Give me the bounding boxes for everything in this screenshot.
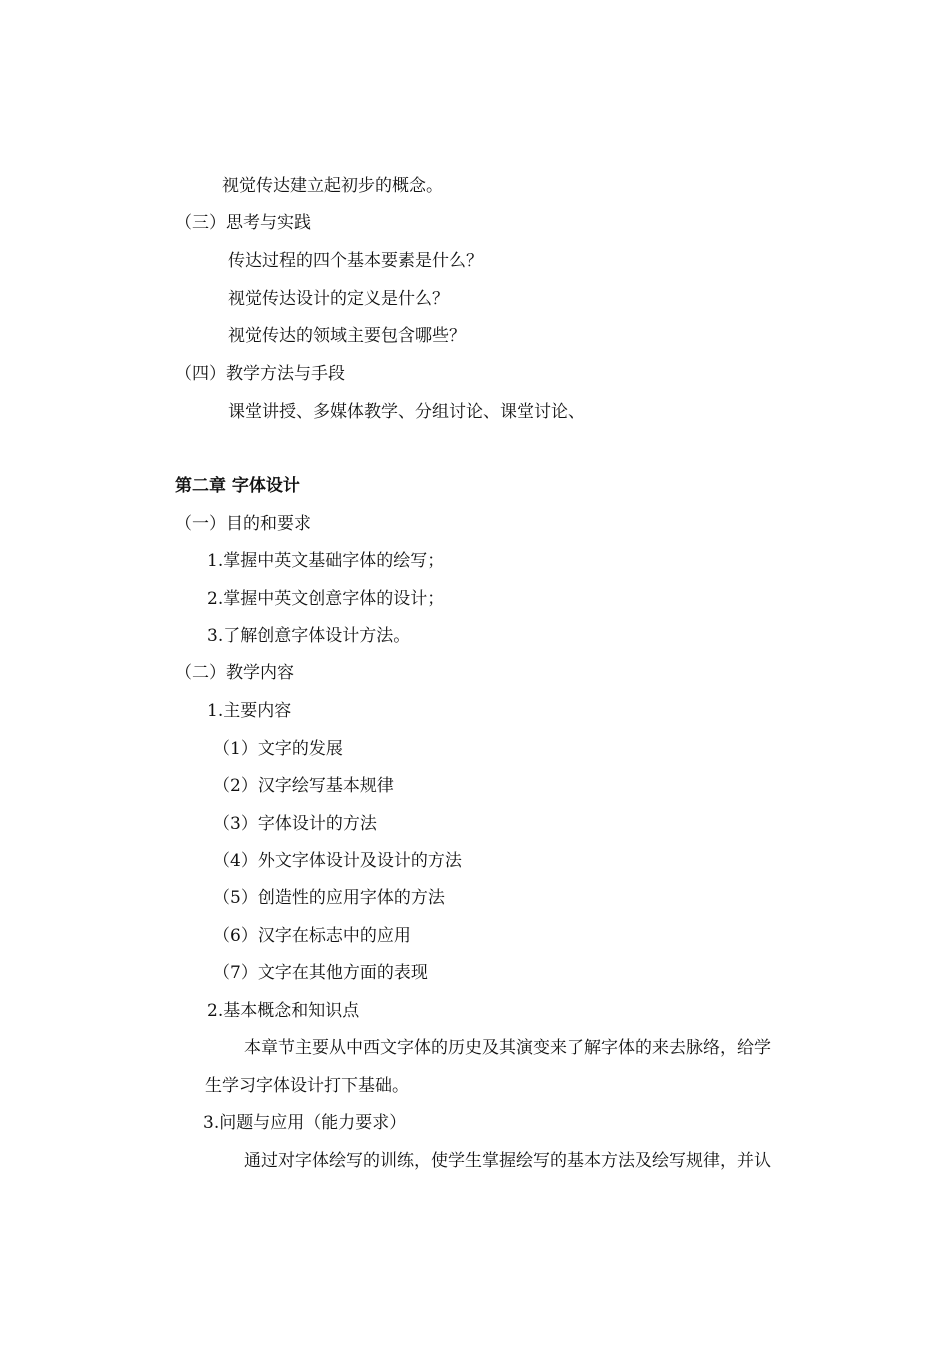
question-item: 视觉传达设计的定义是什么？: [228, 289, 449, 309]
content-item: （1）文字的发展: [213, 739, 343, 759]
concepts-paragraph-line: 生学习字体设计打下基础。: [205, 1076, 409, 1096]
content-item: （5）创造性的应用字体的方法: [213, 888, 445, 908]
question-item: 传达过程的四个基本要素是什么？: [228, 251, 483, 271]
carryover-paragraph: 视觉传达建立起初步的概念。: [222, 176, 443, 196]
question-item: 视觉传达的领域主要包含哪些？: [228, 326, 466, 346]
content-item: （3）字体设计的方法: [213, 814, 377, 834]
concepts-paragraph-line: 本章节主要从中西文字体的历史及其演变来了解字体的来去脉络，给学: [244, 1038, 771, 1058]
content-item: （6）汉字在标志中的应用: [213, 926, 411, 946]
goal-item: 2.掌握中英文创意字体的设计；: [207, 589, 445, 609]
apply-paragraph-line: 通过对字体绘写的训练，使学生掌握绘写的基本方法及绘写规律，并认: [244, 1151, 771, 1171]
section3-heading: （三）思考与实践: [175, 213, 311, 233]
apply-heading: 3.问题与应用（能力要求）: [203, 1113, 407, 1133]
content-item: （2）汉字绘写基本规律: [213, 776, 394, 796]
content-item: （7）文字在其他方面的表现: [213, 963, 428, 983]
goal-item: 1.掌握中英文基础字体的绘写；: [207, 551, 445, 571]
content-heading: （二）教学内容: [175, 663, 294, 683]
methods-text: 课堂讲授、多媒体教学、分组讨论、课堂讨论、: [228, 402, 585, 422]
content-item: （4）外文字体设计及设计的方法: [213, 851, 462, 871]
section4-heading: （四）教学方法与手段: [175, 364, 345, 384]
goals-heading: （一）目的和要求: [175, 514, 311, 534]
main-content-heading: 1.主要内容: [207, 701, 292, 721]
concepts-heading: 2.基本概念和知识点: [207, 1001, 360, 1021]
goal-item: 3.了解创意字体设计方法。: [207, 626, 411, 646]
chapter-title: 第二章 字体设计: [175, 476, 300, 496]
